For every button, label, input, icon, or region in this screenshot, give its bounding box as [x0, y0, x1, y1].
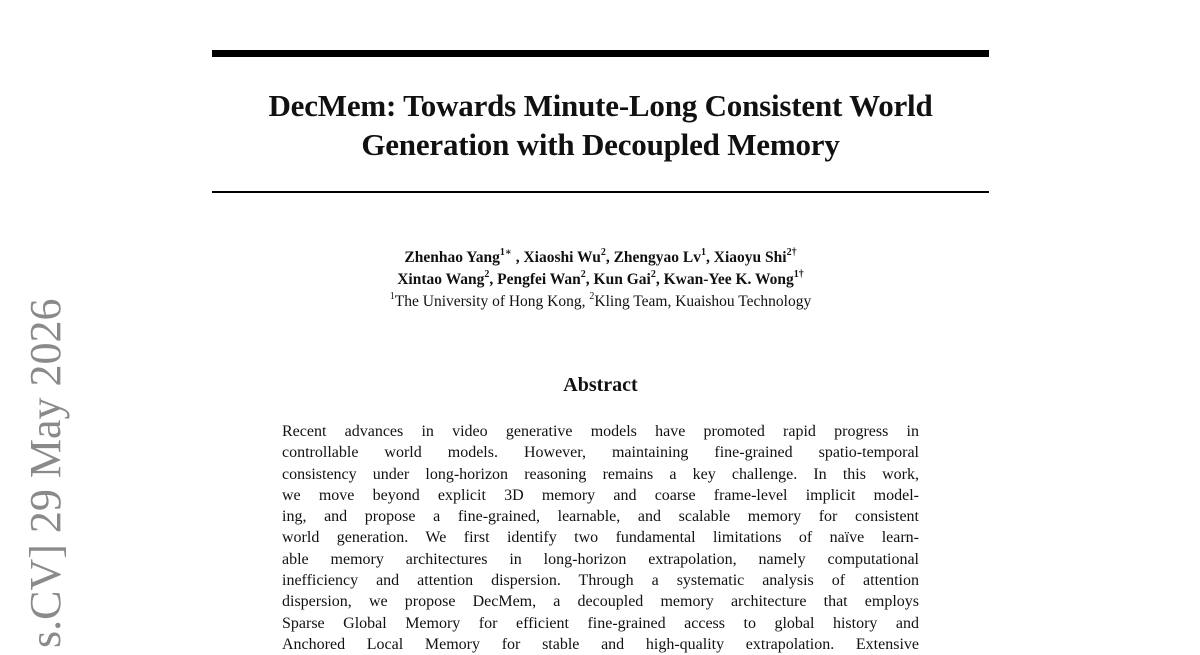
- abstract-line: Anchored Local Memory for stable and high-quality extrapolation. Extensive: [282, 635, 919, 653]
- abstract-line: Sparse Global Memory for efficient fine-grained access to global history and: [282, 614, 919, 632]
- author-mark: 2: [580, 268, 586, 280]
- affiliation-mark: 1: [389, 290, 395, 302]
- author-name: , Kwan-Yee K. Wong: [655, 271, 794, 288]
- abstract-line: able memory architectures in long-horizon extrapolation, namely computational: [282, 550, 919, 568]
- author-mark: 2†: [786, 246, 797, 258]
- author-name: Zhenhao Yang: [404, 249, 500, 266]
- author-name: , Xiaoshi Wu: [511, 249, 601, 266]
- author-mark: 2: [600, 246, 606, 258]
- author-name: , Kun Gai: [585, 271, 651, 288]
- author-block: [212, 247, 989, 313]
- affiliation-line: [212, 291, 989, 313]
- abstract-line: dispersion, we propose DecMem, a decoupled memory architecture that employs: [282, 593, 919, 611]
- abstract-line: consistency under long-horizon reasoning remains a key challenge. In this work,: [282, 465, 919, 483]
- abstract-line: we move beyond explicit 3D memory and coarse frame-level implicit model-: [282, 486, 919, 504]
- title-line-1: DecMem: Towards Minute-Long Consistent World: [268, 88, 933, 123]
- author-mark: 1: [701, 246, 707, 258]
- author-mark: 1†: [793, 268, 804, 280]
- author-name: , Xiaoyu Shi: [706, 249, 787, 266]
- affiliation: Kling Team, Kuaishou Technology: [594, 293, 812, 310]
- author-name: , Zhengyao Lv: [605, 249, 702, 266]
- abstract-line: world generation. We first identify two fundamental limitations of naïve learn-: [282, 529, 919, 547]
- title-top-rule: [212, 50, 989, 57]
- abstract-body: [282, 421, 919, 655]
- arxiv-stamp: s.CV] 29 May 2026: [21, 298, 70, 648]
- title-bottom-rule: [212, 191, 989, 193]
- title-line-2: Generation with Decoupled Memory: [361, 127, 840, 162]
- affiliation: The University of Hong Kong,: [394, 293, 590, 310]
- abstract-line: ing, and propose a fine-grained, learnable, and scalable memory for consistent: [282, 508, 919, 526]
- author-mark: 2: [484, 268, 490, 280]
- author-line-1: [212, 247, 989, 269]
- affiliation-mark: 2: [589, 290, 595, 302]
- abstract-line: controllable world models. However, maintaining fine-grained spatio-temporal: [282, 444, 919, 462]
- author-mark: 2: [650, 268, 656, 280]
- author-line-2: [212, 269, 989, 291]
- abstract-line: Recent advances in video generative models have promoted rapid progress in: [282, 423, 919, 440]
- author-name: , Pengfei Wan: [489, 271, 581, 288]
- abstract-line: inefficiency and attention dispersion. Through a systematic analysis of attention: [282, 572, 919, 590]
- author-mark: 1∗: [499, 246, 512, 258]
- abstract-heading: Abstract: [563, 374, 638, 396]
- author-name: Xintao Wang: [397, 271, 485, 288]
- paper-title: [212, 86, 989, 164]
